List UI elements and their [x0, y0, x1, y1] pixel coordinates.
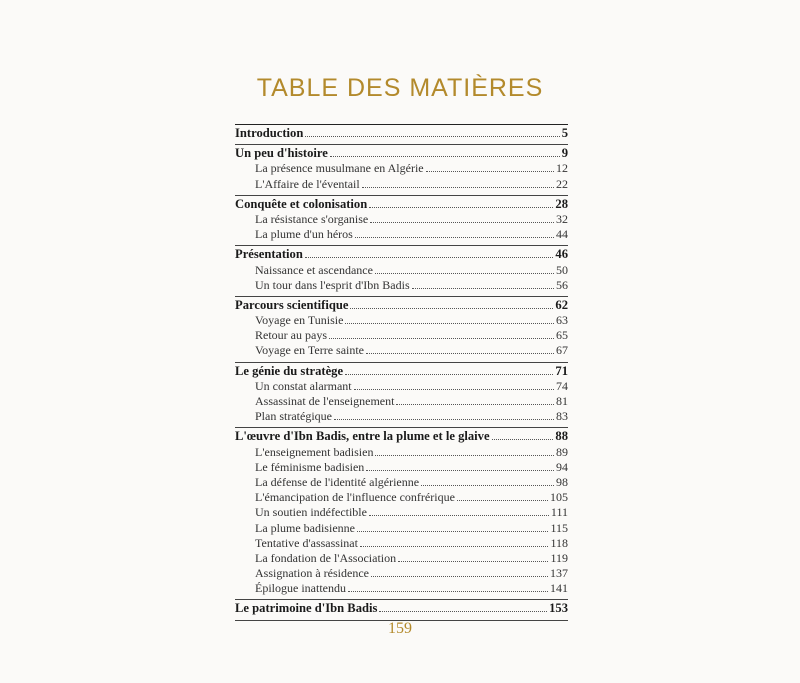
toc-sub-entry: [235, 328, 568, 343]
dot-leader: [354, 380, 554, 390]
toc-sub-entry: [235, 505, 568, 520]
toc-chapter-entry: [235, 197, 568, 212]
toc-entry-label: La plume badisienne: [255, 520, 355, 535]
dot-leader: [371, 567, 548, 577]
toc-entry-page-number: 46: [555, 247, 568, 262]
dot-leader: [370, 213, 554, 223]
dot-leader: [426, 162, 554, 172]
toc-entry-page-number: 153: [549, 601, 568, 616]
toc-entry-label: Un peu d'histoire: [235, 146, 328, 161]
toc-entry-page-number: 67: [556, 343, 568, 358]
dot-leader: [366, 344, 554, 354]
toc-sub-entry: [235, 161, 568, 176]
toc-section: [235, 362, 568, 425]
toc-chapter-entry: [235, 126, 568, 141]
toc-sub-entry: [235, 343, 568, 358]
dot-leader: [362, 178, 554, 188]
dot-leader: [421, 476, 554, 486]
toc-section: [235, 144, 568, 192]
toc-entry-label: Retour au pays: [255, 328, 327, 343]
toc-sub-entry: [235, 394, 568, 409]
dot-leader: [334, 410, 554, 420]
toc-entry-label: La plume d'un héros: [255, 227, 353, 242]
dot-leader: [366, 461, 554, 471]
toc-section: [235, 599, 568, 620]
toc-entry-label: Voyage en Tunisie: [255, 313, 344, 328]
toc-entry-label: Un tour dans l'esprit d'Ibn Badis: [255, 277, 410, 292]
toc-entry-page-number: 63: [556, 313, 568, 328]
toc-entry-page-number: 22: [556, 176, 568, 191]
dot-leader: [369, 198, 553, 208]
toc-entry-page-number: 98: [556, 474, 568, 489]
toc-sub-entry: [235, 379, 568, 394]
toc-entry-page-number: 83: [556, 409, 568, 424]
toc-entry-page-number: 111: [550, 505, 568, 520]
toc-entry-label: Plan stratégique: [255, 409, 332, 424]
toc-entry-label: Un soutien indéfectible: [255, 505, 367, 520]
toc-entry-page-number: 115: [550, 520, 568, 535]
toc-entry-page-number: 28: [555, 196, 568, 211]
toc-entry-page-number: 56: [556, 277, 568, 292]
toc-entry-label: Présentation: [235, 247, 303, 262]
toc-entry-page-number: 65: [556, 328, 568, 343]
toc-sub-entry: [235, 313, 568, 328]
toc-entry-page-number: 94: [556, 459, 568, 474]
toc-entry-label: Conquête et colonisation: [235, 196, 368, 211]
toc-entry-page-number: 32: [556, 211, 568, 226]
toc-sub-entry: [235, 521, 568, 536]
toc-sub-entry: [235, 445, 568, 460]
toc-sub-entry: [235, 490, 568, 505]
toc-entry-label: Le féminisme badisien: [255, 459, 365, 474]
toc-sub-entry: [235, 177, 568, 192]
toc-entry-label: L'enseignement badisien: [255, 444, 374, 459]
toc-sub-entry: [235, 263, 568, 278]
toc-sub-entry: [235, 212, 568, 227]
toc-entry-page-number: 105: [550, 490, 568, 505]
toc-sub-entry: [235, 278, 568, 293]
toc-entry-page-number: 81: [556, 394, 568, 408]
toc-sub-entry: [235, 551, 568, 566]
toc-entry-page-number: 89: [556, 444, 568, 459]
dot-leader: [398, 552, 548, 562]
dot-leader: [305, 127, 559, 137]
toc-entry-page-number: 88: [555, 429, 568, 444]
toc-entry-label: Voyage en Terre sainte: [255, 343, 365, 358]
table-of-contents: [235, 124, 568, 624]
toc-chapter-entry: [235, 298, 568, 313]
toc-entry-page-number: 141: [550, 581, 568, 596]
dot-leader: [357, 522, 548, 532]
toc-entry-page-number: 12: [556, 161, 568, 176]
toc-section: [235, 124, 568, 141]
toc-sub-entry: [235, 409, 568, 424]
toc-section: [235, 195, 568, 243]
toc-entry-label: La présence musulmane en Algérie: [255, 161, 424, 176]
page-title: TABLE DES MATIÈRES: [256, 74, 544, 102]
dot-leader: [348, 582, 548, 592]
toc-entry-page-number: 137: [550, 566, 568, 581]
dot-leader: [492, 430, 554, 440]
dot-leader: [345, 314, 554, 324]
toc-entry-page-number: 74: [556, 378, 568, 393]
dot-leader: [379, 602, 547, 612]
dot-leader: [350, 299, 553, 309]
toc-entry-label: Épilogue inattendu: [255, 581, 346, 596]
dot-leader: [360, 537, 548, 547]
toc-entry-label: Un constat alarmant: [255, 378, 352, 393]
toc-sub-entry: [235, 475, 568, 490]
toc-section: [235, 296, 568, 359]
dot-leader: [375, 264, 554, 274]
dot-leader: [412, 279, 554, 289]
page-number: 159: [388, 620, 412, 637]
dot-leader: [345, 365, 553, 375]
toc-entry-page-number: 9: [561, 146, 568, 161]
toc-entry-label: Assassinat de l'enseignement: [255, 394, 395, 408]
toc-entry-label: Le génie du stratège: [235, 363, 344, 378]
toc-sub-entry: [235, 581, 568, 596]
toc-entry-page-number: 62: [555, 297, 568, 312]
toc-entry-label: Parcours scientifique: [235, 297, 349, 312]
toc-chapter-entry: [235, 601, 568, 616]
toc-entry-label: L'Affaire de l'éventail: [255, 176, 360, 191]
toc-entry-label: Naissance et ascendance: [255, 262, 373, 277]
toc-entry-label: La fondation de l'Association: [255, 550, 397, 565]
toc-sub-entry: [235, 460, 568, 475]
toc-sub-entry: [235, 566, 568, 581]
dot-leader: [355, 228, 554, 238]
toc-entry-page-number: 118: [550, 535, 568, 550]
dot-leader: [396, 395, 554, 405]
toc-entry-label: Assignation à résidence: [255, 566, 369, 581]
toc-sub-entry: [235, 227, 568, 242]
toc-entry-label: Tentative d'assassinat: [255, 535, 358, 550]
dot-leader: [457, 491, 548, 501]
toc-entry-label: Le patrimoine d'Ibn Badis: [235, 601, 378, 616]
toc-entry-page-number: 5: [561, 126, 568, 140]
toc-section: [235, 427, 568, 596]
toc-sub-entry: [235, 536, 568, 551]
toc-entry-label: Introduction: [235, 126, 304, 140]
toc-entry-label: La résistance s'organise: [255, 211, 369, 226]
toc-entry-page-number: 50: [556, 262, 568, 277]
toc-entry-page-number: 71: [555, 363, 568, 378]
toc-chapter-entry: [235, 429, 568, 444]
toc-entry-page-number: 44: [556, 227, 568, 242]
toc-entry-page-number: 119: [550, 550, 568, 565]
toc-entry-label: L'œuvre d'Ibn Badis, entre la plume et le glaive: [235, 429, 490, 444]
toc-chapter-entry: [235, 146, 568, 161]
toc-entry-label: L'émancipation de l'influence confrérique: [255, 490, 455, 505]
toc-chapter-entry: [235, 364, 568, 379]
dot-leader: [375, 446, 554, 456]
toc-section: [235, 245, 568, 293]
dot-leader: [369, 506, 549, 516]
dot-leader: [305, 248, 554, 258]
dot-leader: [330, 147, 560, 157]
toc-chapter-entry: [235, 247, 568, 262]
toc-entry-label: La défense de l'identité algérienne: [255, 474, 420, 489]
dot-leader: [329, 329, 554, 339]
